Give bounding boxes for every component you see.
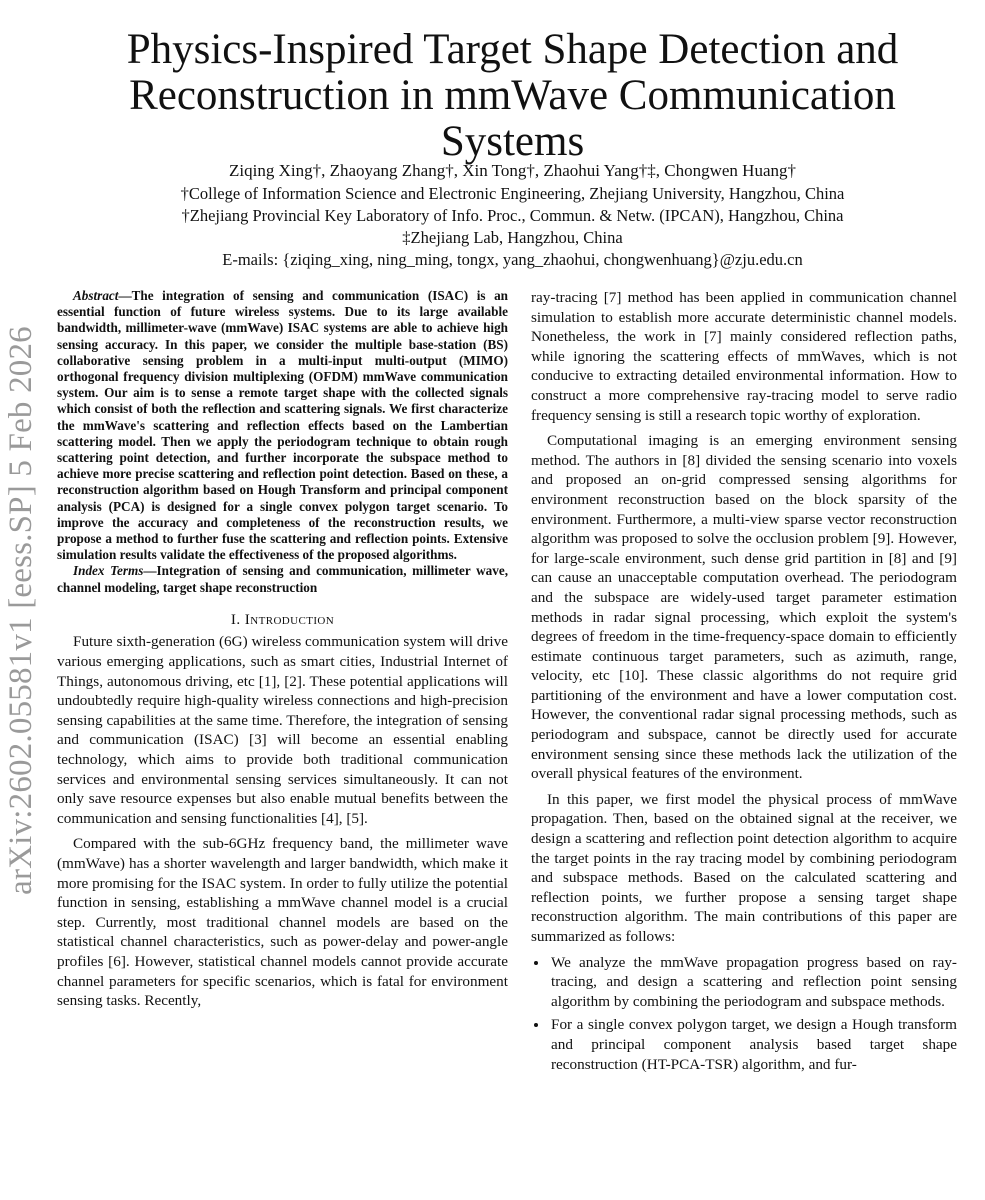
arxiv-id-text: arXiv:2602.05581v1 [eess.SP] 5 Feb 2026 <box>2 325 39 895</box>
section-heading <box>57 610 508 630</box>
author-names: Ziqing Xing†, Zhaoyang Zhang†, Xin Tong†, Zhaohui Yang†‡, Chongwen Huang† <box>228 161 796 180</box>
intro-paragraph-4: In this paper, we first model the physical process of mmWave propagation. Then, based on the obtained signal at the receiver, we design a scattering and reflection point detection algorithm to acquire the target points in the ray tracing model by combining periodogram and subspace methods. Based on the calculated scattering and reflection points, we further propose a sensing target shape reconstruction algorithm. The main contributions of this paper are summarized as follows: <box>531 790 957 945</box>
intro-paragraph-1: Future sixth-generation (6G) wireless communication system will drive various emerging applications, such as smart cities, Industrial Internet of Things, autonomous driving, etc [1], [2]. These potential applications will undoubtedly require high-quality wireless connections and high-precision sensing capabilities at the same time. Therefore, the integration of sensing and communication (ISAC) [3] will become an essential enabling technology, which aims to provide both traditional communication services and environmental sensing services simultaneously. It can not only save resource expenses but also enable mutual benefits between the communication and sensing functionalities [4], [5]. <box>57 633 508 827</box>
intro-paragraph-continued: ray-tracing [7] method has been applied in communication channel simulation to establish more accurate deterministic channel models. Nonetheless, the work in [7] mainly considered reflection paths, while ignoring the scattering effects of mmWaves, which is not conducive to extracting detailed environmental information. How to construct a more comprehensive ray-tracing model to serve radio frequency sensing is still a research topic worthy of exploration. <box>531 289 957 424</box>
intro-paragraph-3: Computational imaging is an emerging environment sensing method. The authors in [8] divided the sensing scenario into voxels and proposed an on-grid compressed sensing algorithms for environment reconstruction based on the block sparsity of the environment. Furthermore, a multi-view sparse vector reconstruction algorithm was proposed to solve the occlusion problem [9]. However, for large-scale environment, such dense grid partition in [8] and [9] can cause an unacceptable computation overhead. The periodogram and the subspace are widely-used target parameter estimation methods in radar signal processing, which exploit the system's degrees of freedom in the time-frequency-space domain to efficiently estimate continuous target parameters, such as azimuth, range, velocity, etc [10]. These classic algorithms do not require grid partitioning of the environment and have a lower computation cost. However, the conventional radar signal processing methods, such as periodogram and subspace, cannot be directly used for accurate environment sensing since these methods lack the utilization of the overall physical features of the environment. <box>531 432 957 783</box>
section-number: I. <box>230 610 241 628</box>
index-terms-text: —Integration of sensing and communication, millimeter wave, channel modeling, target shape reconstruction <box>57 563 508 595</box>
author-emails: E-mails: {ziqing_xing, ning_ming, tongx, yang_zhaohui, chongwenhuang}@zju.edu.cn <box>222 250 803 269</box>
index-terms-label: Index Terms <box>73 563 144 579</box>
index-terms <box>57 563 508 595</box>
section-title: Introduction <box>244 610 335 628</box>
paper-title: Physics-Inspired Target Shape Detection and Reconstruction in mmWave Communication Systems <box>126 25 899 165</box>
arxiv-identifier <box>2 290 40 930</box>
abstract-label: Abstract <box>73 288 119 303</box>
affiliation-3: ‡Zhejiang Lab, Hangzhou, China <box>402 228 623 247</box>
contributions-list <box>531 953 957 1075</box>
intro-paragraph-2: Compared with the sub-6GHz frequency band, the millimeter wave (mmWave) has a shorter wavelength and larger bandwidth, which make it more promising for the ISAC system. In order to fully utilize the potential function in sensing, establishing a mmWave channel model is a crucial step. Currently, most traditional channel models are based on the statistical channel characteristics, such as power-delay and power-angle profiles [6]. However, statistical channel models cannot provide accurate channel parameters for specific scenarios, which is fatal for environment sensing tasks. Recently, <box>57 835 508 1010</box>
author-block <box>60 160 965 271</box>
affiliation-2: †Zhejiang Provincial Key Laboratory of Info. Proc., Commun. & Netw. (IPCAN), Hangzhou, China <box>181 206 844 225</box>
contribution-item-1: • We analyze the mmWave propagation progress based on ray-tracing, and design a scattering and reflection point sensing algorithm by combining the periodogram and subspace methods. <box>549 953 957 1012</box>
abstract <box>57 288 508 563</box>
contribution-item-2: • For a single convex polygon target, we design a Hough transform and principal component analysis based target shape reconstruction (HT-PCA-TSR) algorithm, and fur- <box>549 1015 957 1074</box>
left-column <box>57 288 508 1017</box>
affiliation-1: †College of Information Science and Electronic Engineering, Zhejiang University, Hangzhou, China <box>180 184 845 203</box>
abstract-text: —The integration of sensing and communication (ISAC) is an essential function of future wireless systems. Due to its large available bandwidth, millimeter-wave (mmWave) ISAC systems are able to achieve high sensing accuracy. In this paper, we consider the multiple base-station (BS) collaborative sensing problem in a multi-input multi-output (MIMO) orthogonal frequency division multiplexing (OFDM) mmWave communication system. Our aim is to sense a remote target shape with the collected signals which consist of both the reflection and scattering signals. We first characterize the mmWave's scattering and reflection effects based on the Lambertian scattering model. Then we apply the periodogram technique to obtain rough scattering point detection, and further incorporate the subspace method to achieve more precise scattering and reflection point detection. Based on these, a reconstruction algorithm based on Hough Transform and principal component analysis (PCA) is designed for a single convex polygon target scenario. To improve the accuracy and completeness of the reconstruction results, we propose a method to further fuse the scattering and reflection points. Extensive simulation results validate the effectiveness of the proposed algorithms. <box>57 288 508 563</box>
right-column <box>531 288 957 1078</box>
